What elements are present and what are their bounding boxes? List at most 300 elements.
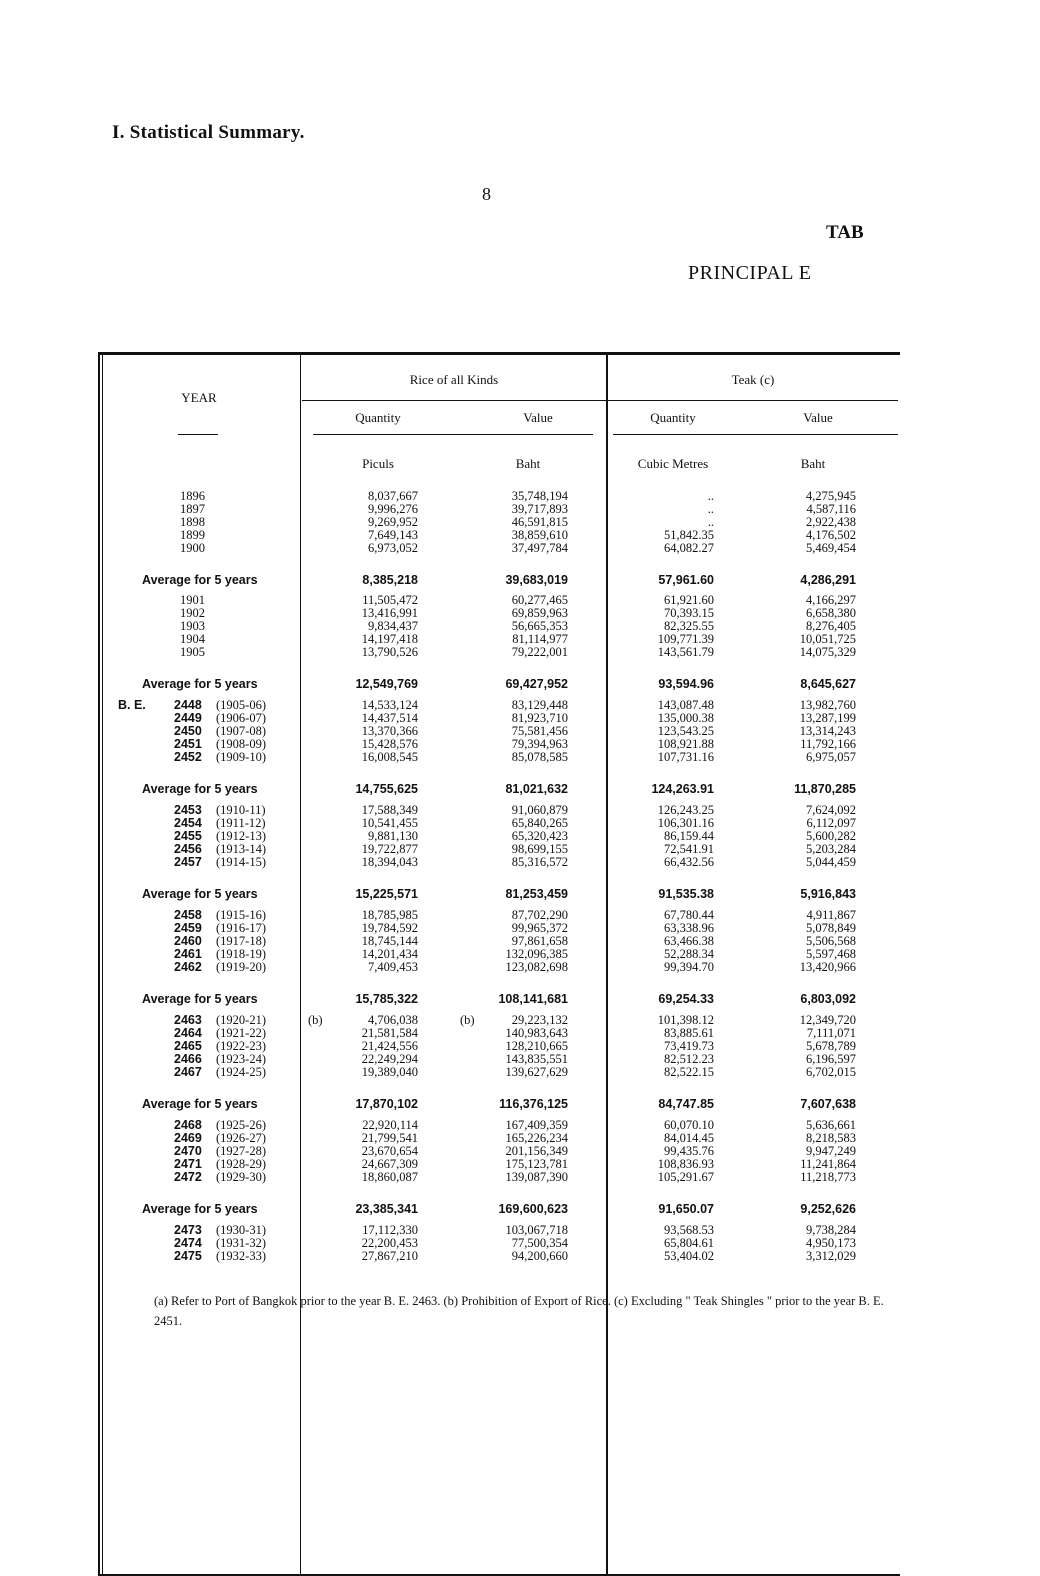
rice-quantity-cell: 19,389,040: [361, 1065, 418, 1079]
teak-value-cell: 4,950,173: [806, 1236, 856, 1250]
be-year: 2455: [174, 829, 202, 843]
average-label: Average for 5 years: [142, 573, 258, 587]
table-row: [98, 542, 900, 555]
be-year: 2464: [174, 1026, 202, 1040]
be-year: 2471: [174, 1157, 202, 1171]
rice-value-cell: 35,748,194: [511, 489, 568, 503]
rice-quantity-cell: 6,973,052: [368, 541, 418, 555]
teak-value-cell: 13,287,199: [799, 711, 856, 725]
teak-quantity-avg: 91,650.07: [658, 1202, 714, 1216]
rice-quantity-cell: 9,834,437: [368, 619, 418, 633]
gregorian-year: (1917-18): [216, 934, 266, 948]
gregorian-year: (1926-27): [216, 1131, 266, 1145]
rice-quantity-cell: 21,581,584: [361, 1026, 418, 1040]
rice-quantity-cell: 17,112,330: [362, 1223, 418, 1237]
average-label: Average for 5 years: [142, 1097, 258, 1111]
teak-value-cell: 6,702,015: [806, 1065, 856, 1079]
teak-value-cell: 13,982,760: [799, 698, 856, 712]
teak-quantity-cell: 99,394.70: [664, 960, 714, 974]
rice-value-header: Value: [523, 410, 553, 425]
rice-quantity-cell: 7,649,143: [368, 528, 418, 542]
rice-quantity-header: Quantity: [355, 410, 401, 425]
rice-quantity-cell: 9,996,276: [368, 502, 418, 516]
teak-sub-rule: [613, 434, 898, 435]
teak-quantity-cell: 135,000.38: [657, 711, 714, 725]
rice-value-cell: 140,983,643: [505, 1026, 568, 1040]
teak-value-cell: 13,314,243: [799, 724, 856, 738]
rice-quantity-cell: 14,201,434: [361, 947, 418, 961]
teak-quantity-cell: 73,419.73: [664, 1039, 714, 1053]
teak-value-avg: 8,645,627: [800, 677, 856, 691]
teak-value-cell: 5,597,468: [806, 947, 856, 961]
rice-value-cell: 99,965,372: [511, 921, 568, 935]
rice-value-cell: 46,591,815: [511, 515, 568, 529]
teak-quantity-cell: 107,731.16: [657, 750, 714, 764]
rice-quantity-avg: 15,785,322: [355, 992, 418, 1006]
teak-value-cell: 4,166,297: [806, 593, 856, 607]
be-year: 2458: [174, 908, 202, 922]
gregorian-year: (1932-33): [216, 1249, 266, 1263]
be-year: 2452: [174, 750, 202, 764]
teak-value-cell: 13,420,966: [799, 960, 856, 974]
table-row: [98, 1171, 900, 1184]
year-cell: 1898: [180, 515, 205, 529]
teak-group-header: Teak (c): [731, 372, 775, 387]
teak-value-cell: 6,196,597: [806, 1052, 856, 1066]
teak-value-cell: 3,312,029: [806, 1249, 856, 1263]
be-year: 2466: [174, 1052, 202, 1066]
teak-quantity-cell: 51,842.35: [664, 528, 714, 542]
gregorian-year: (1912-13): [216, 829, 266, 843]
teak-value-cell: 12,349,720: [799, 1013, 856, 1027]
teak-quantity-cell: 60,070.10: [664, 1118, 714, 1132]
teak-value-cell: 4,587,116: [806, 502, 856, 516]
teak-value-cell: 2,922,438: [806, 515, 856, 529]
gregorian-year: (1906-07): [216, 711, 266, 725]
teak-value-cell: 6,658,380: [806, 606, 856, 620]
teak-value-avg: 4,286,291: [800, 573, 856, 587]
teak-value-cell: 5,469,454: [806, 541, 856, 555]
gregorian-year: (1910-11): [216, 803, 266, 817]
teak-quantity-avg: 57,961.60: [658, 573, 714, 587]
table-row: [98, 856, 900, 869]
teak-quantity-cell: 126,243.25: [657, 803, 714, 817]
rice-value-cell: 39,717,893: [511, 502, 568, 516]
rice-sub-rule: [313, 434, 593, 435]
teak-value-avg: 5,916,843: [800, 887, 856, 901]
teak-value-cell: 14,075,329: [799, 645, 856, 659]
rice-quantity-cell: 15,428,576: [361, 737, 418, 751]
rice-quantity-cell: 16,008,545: [361, 750, 418, 764]
rice-value-cell: 79,394,963: [511, 737, 568, 751]
rice-value-cell: 201,156,349: [505, 1144, 568, 1158]
table-row: [98, 751, 900, 764]
be-year: 2449: [174, 711, 202, 725]
teak-quantity-cell: 83,885.61: [664, 1026, 714, 1040]
teak-quantity-cell: 82,325.55: [664, 619, 714, 633]
rice-qty-note: (b): [308, 1013, 323, 1027]
teak-quantity-cell: 143,561.79: [657, 645, 714, 659]
teak-qty-unit: Cubic Metres: [637, 456, 709, 471]
rice-quantity-cell: 11,505,472: [362, 593, 418, 607]
teak-value-cell: 6,112,097: [806, 816, 856, 830]
teak-quantity-cell: 70,393.15: [664, 606, 714, 620]
rice-val-unit: Baht: [515, 456, 541, 471]
table-row: [98, 1066, 900, 1079]
rice-quantity-cell: 14,197,418: [361, 632, 418, 646]
average-row: [98, 1098, 900, 1111]
gregorian-year: (1920-21): [216, 1013, 266, 1027]
teak-quantity-cell: 67,780.44: [664, 908, 714, 922]
rice-quantity-cell: 22,200,453: [361, 1236, 418, 1250]
rice-value-cell: 94,200,660: [511, 1249, 568, 1263]
rice-value-avg: 108,141,681: [498, 992, 568, 1006]
rice-value-cell: 123,082,698: [505, 960, 568, 974]
gregorian-year: (1924-25): [216, 1065, 266, 1079]
rice-quantity-cell: 14,437,514: [361, 711, 418, 725]
be-year: 2451: [174, 737, 202, 751]
rice-quantity-cell: 13,790,526: [361, 645, 418, 659]
rice-value-cell: 79,222,001: [511, 645, 568, 659]
teak-quantity-cell: 123,543.25: [657, 724, 714, 738]
be-year: 2453: [174, 803, 202, 817]
table-row: [98, 529, 900, 542]
table-row: [98, 607, 900, 620]
gregorian-year: (1930-31): [216, 1223, 266, 1237]
teak-value-cell: 8,218,583: [806, 1131, 856, 1145]
rice-quantity-cell: 19,722,877: [361, 842, 418, 856]
teak-quantity-cell: 84,014.45: [664, 1131, 714, 1145]
rice-value-cell: 38,859,610: [511, 528, 568, 542]
rice-quantity-cell: 18,860,087: [361, 1170, 418, 1184]
table-row: [98, 646, 900, 659]
rice-quantity-cell: 22,920,114: [362, 1118, 418, 1132]
rice-value-cell: 81,923,710: [511, 711, 568, 725]
gregorian-year: (1928-29): [216, 1157, 266, 1171]
rice-value-cell: 85,316,572: [511, 855, 568, 869]
rice-quantity-cell: 24,667,309: [361, 1157, 418, 1171]
teak-value-cell: 11,241,864: [800, 1157, 856, 1171]
be-prefix: B. E.: [118, 698, 146, 712]
rice-value-cell: 60,277,465: [511, 593, 568, 607]
rice-value-cell: 165,226,234: [505, 1131, 568, 1145]
rice-value-cell: 83,129,448: [511, 698, 568, 712]
gregorian-year: (1925-26): [216, 1118, 266, 1132]
rice-quantity-cell: 21,799,541: [361, 1131, 418, 1145]
rice-value-avg: 69,427,952: [505, 677, 568, 691]
teak-quantity-cell: 109,771.39: [657, 632, 714, 646]
gregorian-year: (1929-30): [216, 1170, 266, 1184]
year-cell: 1903: [180, 619, 205, 633]
rice-value-cell: 65,840,265: [511, 816, 568, 830]
rice-value-cell: 103,067,718: [505, 1223, 568, 1237]
teak-value-cell: 11,792,166: [800, 737, 856, 751]
page-number: 8: [482, 184, 491, 204]
teak-quantity-cell: 93,568.53: [664, 1223, 714, 1237]
top-border: [98, 352, 900, 355]
teak-quantity-avg: 84,747.85: [658, 1097, 714, 1111]
teak-quantity-cell: 143,087.48: [657, 698, 714, 712]
table-row: [98, 503, 900, 516]
rice-value-avg: 81,253,459: [505, 887, 568, 901]
teak-quantity-cell: 52,288.34: [664, 947, 714, 961]
rice-quantity-cell: 18,785,985: [361, 908, 418, 922]
gregorian-year: (1914-15): [216, 855, 266, 869]
teak-value-avg: 11,870,285: [794, 782, 856, 796]
year-cell: 1902: [180, 606, 205, 620]
be-year: 2460: [174, 934, 202, 948]
rice-value-cell: 65,320,423: [511, 829, 568, 843]
rice-value-cell: 87,702,290: [511, 908, 568, 922]
be-year: 2472: [174, 1170, 202, 1184]
be-year: 2462: [174, 960, 202, 974]
teak-quantity-cell: 63,338.96: [664, 921, 714, 935]
teak-value-cell: 5,078,849: [806, 921, 856, 935]
teak-value-header: Value: [803, 410, 833, 425]
average-row: [98, 574, 900, 587]
rice-quantity-cell: 4,706,038: [368, 1013, 418, 1027]
table-row: [98, 620, 900, 633]
teak-quantity-cell: 108,836.93: [657, 1157, 714, 1171]
rice-value-avg: 116,376,125: [499, 1097, 568, 1111]
teak-val-unit: Baht: [800, 456, 826, 471]
table-label: TAB: [826, 222, 864, 243]
teak-quantity-cell: ..: [707, 515, 714, 529]
gregorian-year: (1907-08): [216, 724, 266, 738]
teak-quantity-cell: 105,291.67: [657, 1170, 714, 1184]
year-cell: 1897: [180, 502, 205, 516]
teak-value-cell: 6,975,057: [806, 750, 856, 764]
rice-value-cell: 69,859,963: [511, 606, 568, 620]
teak-quantity-header: Quantity: [650, 410, 696, 425]
teak-value-avg: 6,803,092: [800, 992, 856, 1006]
teak-value-cell: 9,738,284: [806, 1223, 856, 1237]
year-cell: 1900: [180, 541, 205, 555]
teak-quantity-cell: 108,921.88: [657, 737, 714, 751]
teak-quantity-cell: 63,466.38: [664, 934, 714, 948]
teak-quantity-cell: 101,398.12: [657, 1013, 714, 1027]
teak-value-cell: 5,044,459: [806, 855, 856, 869]
gregorian-year: (1915-16): [216, 908, 266, 922]
rice-value-avg: 39,683,019: [505, 573, 568, 587]
teak-value-cell: 10,051,725: [799, 632, 856, 646]
year-cell: 1904: [180, 632, 205, 646]
rice-quantity-cell: 14,533,124: [361, 698, 418, 712]
rice-quantity-avg: 23,385,341: [355, 1202, 418, 1216]
year-cell: 1901: [180, 593, 205, 607]
rice-value-cell: 75,581,456: [511, 724, 568, 738]
teak-quantity-avg: 91,535.38: [658, 887, 714, 901]
be-year: 2469: [174, 1131, 202, 1145]
rice-quantity-cell: 19,784,592: [361, 921, 418, 935]
rice-group-header: Rice of all Kinds: [409, 372, 499, 387]
be-year: 2465: [174, 1039, 202, 1053]
rice-quantity-cell: 18,745,144: [361, 934, 418, 948]
teak-value-cell: 5,600,282: [806, 829, 856, 843]
gregorian-year: (1931-32): [216, 1236, 266, 1250]
gregorian-year: (1927-28): [216, 1144, 266, 1158]
gregorian-year: (1916-17): [216, 921, 266, 935]
rice-qty-unit: Piculs: [362, 456, 394, 471]
teak-value-cell: 5,678,789: [806, 1039, 856, 1053]
rice-value-cell: 29,223,132: [511, 1013, 568, 1027]
teak-quantity-cell: 64,082.27: [664, 541, 714, 555]
rice-quantity-cell: 13,370,366: [361, 724, 418, 738]
rice-quantity-cell: 9,881,130: [368, 829, 418, 843]
be-year: 2463: [174, 1013, 202, 1027]
rice-quantity-cell: 13,416,991: [361, 606, 418, 620]
teak-quantity-avg: 69,254.33: [658, 992, 714, 1006]
teak-quantity-cell: 86,159.44: [664, 829, 714, 843]
rice-quantity-avg: 14,755,625: [355, 782, 418, 796]
gregorian-year: (1919-20): [216, 960, 266, 974]
teak-quantity-cell: 99,435.76: [664, 1144, 714, 1158]
gregorian-year: (1922-23): [216, 1039, 266, 1053]
be-year: 2457: [174, 855, 202, 869]
group-header-rule: [302, 400, 898, 401]
be-year: 2467: [174, 1065, 202, 1079]
teak-value-cell: 7,624,092: [806, 803, 856, 817]
rice-quantity-avg: 12,549,769: [355, 677, 418, 691]
teak-value-cell: 8,276,405: [806, 619, 856, 633]
teak-value-cell: 5,636,661: [806, 1118, 856, 1132]
teak-value-cell: 5,203,284: [806, 842, 856, 856]
gregorian-year: (1923-24): [216, 1052, 266, 1066]
average-row: [98, 783, 900, 796]
gregorian-year: (1918-19): [216, 947, 266, 961]
year-cell: 1899: [180, 528, 205, 542]
average-row: [98, 993, 900, 1006]
rice-quantity-avg: 15,225,571: [355, 887, 418, 901]
teak-quantity-avg: 93,594.96: [658, 677, 714, 691]
teak-value-cell: 5,506,568: [806, 934, 856, 948]
rice-value-cell: 77,500,354: [511, 1236, 568, 1250]
teak-quantity-avg: 124,263.91: [651, 782, 714, 796]
table-row: [98, 1250, 900, 1263]
rice-quantity-cell: 18,394,043: [361, 855, 418, 869]
teak-quantity-cell: 53,404.02: [664, 1249, 714, 1263]
teak-quantity-cell: 66,432.56: [664, 855, 714, 869]
teak-quantity-cell: ..: [707, 489, 714, 503]
year-underline: [178, 434, 218, 435]
rice-quantity-cell: 21,424,556: [361, 1039, 418, 1053]
table-row: [98, 961, 900, 974]
average-label: Average for 5 years: [142, 992, 258, 1006]
table-row: [98, 490, 900, 503]
footnote: (a) Refer to Port of Bangkok prior to the year B. E. 2463. (b) Prohibition of Export of Rice. (c) Excluding " Teak Shingles " prior to the year B. E. 2451.: [154, 1294, 884, 1328]
gregorian-year: (1913-14): [216, 842, 266, 856]
rice-quantity-cell: 8,037,667: [368, 489, 418, 503]
table-row: [98, 594, 900, 607]
average-label: Average for 5 years: [142, 1202, 258, 1216]
teak-value-cell: 9,947,249: [806, 1144, 856, 1158]
gregorian-year: (1908-09): [216, 737, 266, 751]
teak-quantity-cell: 82,512.23: [664, 1052, 714, 1066]
teak-value-cell: 7,111,071: [806, 1026, 856, 1040]
rice-quantity-cell: 9,269,952: [368, 515, 418, 529]
rice-value-cell: 97,861,658: [511, 934, 568, 948]
year-cell: 1896: [180, 489, 205, 503]
gregorian-year: (1921-22): [216, 1026, 266, 1040]
teak-quantity-cell: 82,522.15: [664, 1065, 714, 1079]
be-year: 2456: [174, 842, 202, 856]
be-year: 2468: [174, 1118, 202, 1132]
teak-value-cell: 11,218,773: [800, 1170, 856, 1184]
table-row: [98, 633, 900, 646]
rice-value-cell: 98,699,155: [511, 842, 568, 856]
be-year: 2448: [174, 698, 202, 712]
teak-quantity-cell: ..: [707, 502, 714, 516]
teak-value-avg: 9,252,626: [800, 1202, 856, 1216]
average-label: Average for 5 years: [142, 782, 258, 796]
rice-quantity-cell: 23,670,654: [361, 1144, 418, 1158]
rice-value-cell: 139,087,390: [505, 1170, 568, 1184]
be-year: 2450: [174, 724, 202, 738]
rice-value-cell: 175,123,781: [505, 1157, 568, 1171]
average-row: [98, 888, 900, 901]
rice-value-cell: 128,210,665: [505, 1039, 568, 1053]
year-cell: 1905: [180, 645, 205, 659]
average-row: [98, 678, 900, 691]
rice-quantity-avg: 8,385,218: [362, 573, 418, 587]
rice-quantity-cell: 22,249,294: [361, 1052, 418, 1066]
be-year: 2470: [174, 1144, 202, 1158]
rice-value-cell: 91,060,879: [511, 803, 568, 817]
teak-quantity-cell: 61,921.60: [664, 593, 714, 607]
rice-quantity-cell: 7,409,453: [368, 960, 418, 974]
be-year: 2459: [174, 921, 202, 935]
teak-quantity-cell: 72,541.91: [664, 842, 714, 856]
rice-value-cell: 139,627,629: [505, 1065, 568, 1079]
rice-value-cell: 132,096,385: [505, 947, 568, 961]
section-title: I. Statistical Summary.: [112, 122, 305, 143]
teak-value-cell: 4,911,867: [806, 908, 856, 922]
rice-value-avg: 169,600,623: [498, 1202, 568, 1216]
table-title: PRINCIPAL E: [688, 262, 812, 284]
average-row: [98, 1203, 900, 1216]
be-year: 2461: [174, 947, 202, 961]
gregorian-year: (1911-12): [216, 816, 266, 830]
rice-value-cell: 81,114,977: [512, 632, 568, 646]
teak-value-cell: 4,275,945: [806, 489, 856, 503]
teak-quantity-cell: 65,804.61: [664, 1236, 714, 1250]
teak-value-cell: 4,176,502: [806, 528, 856, 542]
rice-quantity-avg: 17,870,102: [355, 1097, 418, 1111]
rice-val-note: (b): [460, 1013, 475, 1027]
teak-value-avg: 7,607,638: [800, 1097, 856, 1111]
rice-quantity-cell: 17,588,349: [361, 803, 418, 817]
rice-value-cell: 167,409,359: [505, 1118, 568, 1132]
rice-value-cell: 37,497,784: [511, 541, 568, 555]
rice-value-cell: 143,835,551: [505, 1052, 568, 1066]
teak-quantity-cell: 106,301.16: [657, 816, 714, 830]
rice-value-cell: 85,078,585: [511, 750, 568, 764]
be-year: 2473: [174, 1223, 202, 1237]
table-row: [98, 516, 900, 529]
be-year: 2475: [174, 1249, 202, 1263]
col-year-header: YEAR: [181, 390, 217, 405]
gregorian-year: (1909-10): [216, 750, 266, 764]
rice-value-avg: 81,021,632: [505, 782, 568, 796]
be-year: 2474: [174, 1236, 202, 1250]
be-year: 2454: [174, 816, 202, 830]
average-label: Average for 5 years: [142, 677, 258, 691]
rice-value-cell: 56,665,353: [511, 619, 568, 633]
exports-table: [98, 352, 900, 1575]
rice-quantity-cell: 10,541,455: [361, 816, 418, 830]
average-label: Average for 5 years: [142, 887, 258, 901]
rice-quantity-cell: 27,867,210: [361, 1249, 418, 1263]
